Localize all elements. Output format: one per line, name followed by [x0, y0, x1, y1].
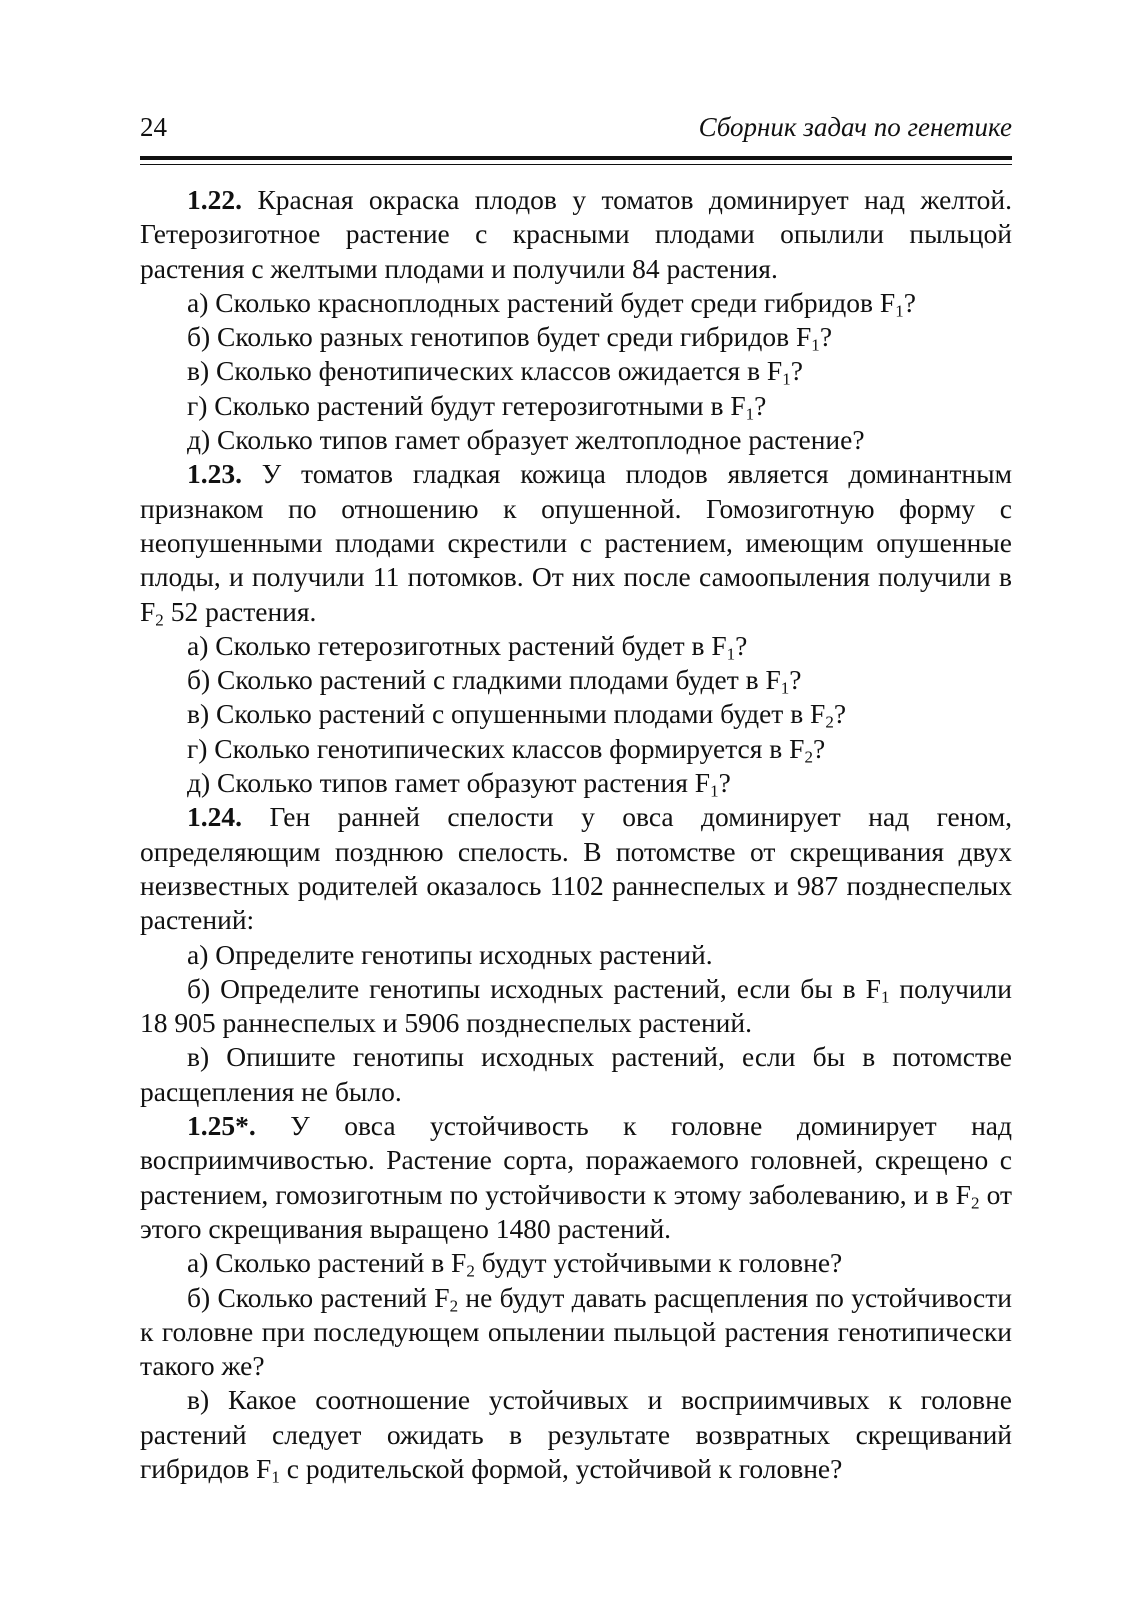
problem-number: 1.25*.: [187, 1110, 256, 1142]
running-title: Сборник задач по генетике: [698, 112, 1012, 142]
question: а) Определите генотипы исходных растений.: [187, 938, 713, 970]
problem-statement: 1.25*. У овса устойчивость к головне доминирует над восприимчивостью. Растение сорта, поражаемого головней, скрещено с растением, гомозиготным по устойчивости к этому заболеванию, и в $F_2$ от этого скрещивания выращено 1480 растений.: [140, 1110, 1013, 1244]
question: в) Какое соотношение устойчивых и восприимчивых к головне растений следует ожидать в результате возвратных скрещиваний гибридов $F_1$ с родительской формой, устойчивой к головне?: [140, 1384, 1012, 1487]
problem-number: 1.22.: [187, 184, 242, 215]
question: б) Сколько разных генотипов будет среди гибридов $F_1$?: [187, 321, 833, 355]
problem-text: Ген ранней спелости у овса доминирует над геном, определяющим позднюю спелость. В потомстве от скрещивания двух неизвестных родителей оказалось 1102 раннеспелых и 987 позднеспелых растений:: [140, 801, 1012, 936]
problem-statement: [140, 183, 1012, 286]
problem-number: 1.24.: [187, 801, 242, 833]
problem-1-25: [140, 1109, 1012, 1486]
question: а) Сколько красноплодных растений будет среди гибридов $F_1$?: [187, 286, 916, 321]
problem-1-22: [140, 183, 1012, 457]
problem-text: У овса устойчивость к головне доминирует над восприимчивостью. Растение сорта, поражаемого головней, скрещено с растением, гомозиготным по устойчивости к этому заболеванию, и в F: [140, 1110, 1013, 1210]
question: д) Сколько типов гамет образуют растения $F_1$?: [187, 767, 731, 801]
question: б) Сколько растений $F_2$ не будут давать расщепления по устойчивости к головне при последующем опылении пыльцой растения генотипически такого же?: [140, 1281, 1012, 1382]
problem-text: Красная окраска плодов у томатов доминирует над желтой. Гетерозиготное растение с красными плодами опылили пыльцой растения с желтыми плодами и получили 84 растения.: [140, 184, 1013, 284]
question: в) Опишите генотипы исходных растений, если бы в потомстве расщепления не было.: [140, 1041, 1012, 1107]
problem-text: У томатов гладкая кожица плодов является доминантным признаком по отношению к опушенной. Гомозиготную форму с неопушенными плодами скрестили с растением, имеющим опушенные плоды, и получили 11 потомков. От них после самоопыления получили в F: [140, 458, 1013, 627]
question: в) Сколько фенотипических классов ожидается в $F_1$?: [187, 355, 803, 389]
question: а) Сколько гетерозиготных растений будет в $F_1$?: [187, 629, 748, 664]
question: д) Сколько типов гамет образует желтоплодное растение?: [187, 424, 865, 456]
question: г) Сколько растений будут гетерозиготными в $F_1$?: [187, 389, 767, 424]
question: г) Сколько генотипических классов формируется в $F_2$?: [187, 732, 826, 766]
problem-statement: 1.23. У томатов гладкая кожица плодов является доминантным признаком по отношению к опушенной. Гомозиготную форму с неопушенными плодами скрестили с растением, имеющим опушенные плоды, и получили 11 потомков. От них после самоопыления получили в $F_2$ 52 растения.: [140, 458, 1013, 629]
page-header: [140, 112, 1012, 152]
page-number: 24: [140, 112, 167, 142]
page-body: [140, 183, 1012, 1486]
problem-1-23: [140, 457, 1012, 800]
problem-statement: [140, 800, 1012, 937]
problem-1-24: [140, 800, 1012, 1109]
question: в) Сколько растений с опушенными плодами будет в $F_2$?: [187, 698, 847, 732]
question: а) Сколько растений в $F_2$ будут устойчивыми к головне?: [187, 1247, 843, 1281]
problem-number: 1.23.: [187, 458, 242, 490]
question: б) Сколько растений с гладкими плодами будет в $F_1$?: [187, 664, 802, 698]
header-rule: [140, 156, 1012, 165]
question: б) Определите генотипы исходных растений, если бы в $F_1$ получили 18 905 раннеспелых и 5906 позднеспелых растений.: [140, 972, 1012, 1039]
